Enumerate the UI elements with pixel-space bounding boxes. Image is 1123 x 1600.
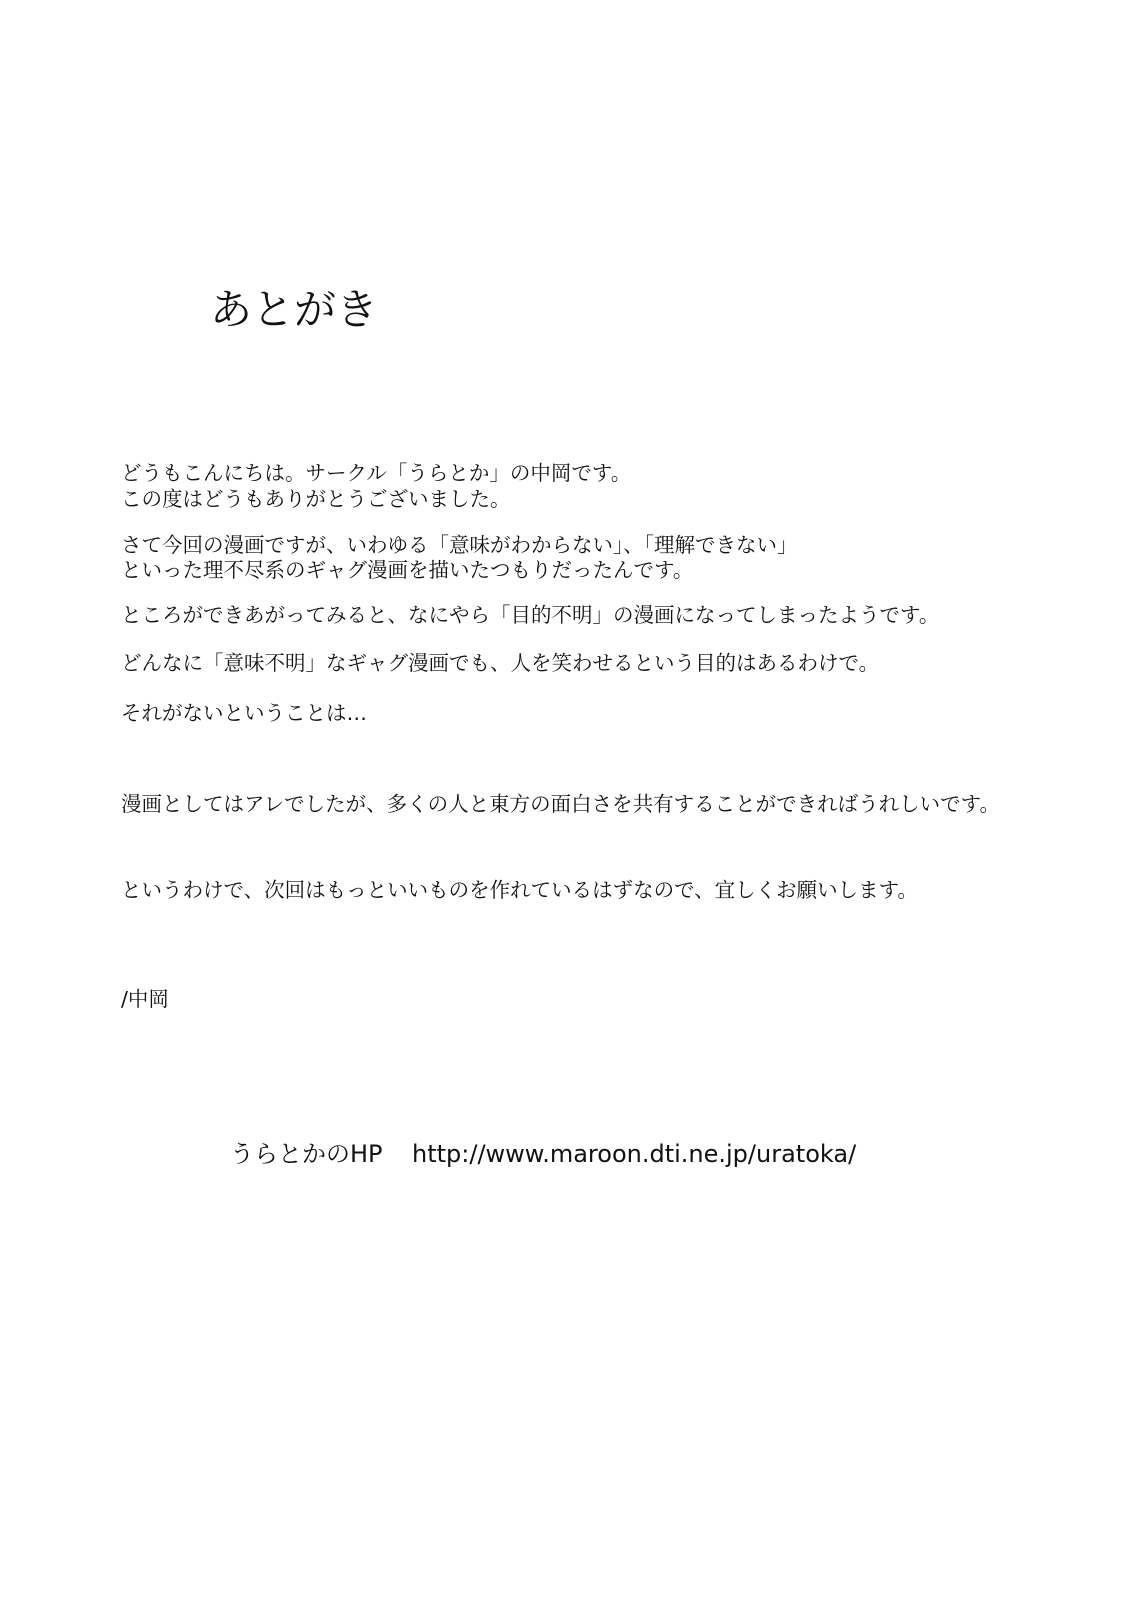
- result-line: ところができあがってみると、なにやら「目的不明」の漫画になってしまったようです。: [121, 603, 940, 627]
- signature: /中岡: [121, 987, 169, 1011]
- share-line: 漫画としてはアレでしたが、多くの人と東方の面白さを共有することができればうれしいです。: [121, 792, 1001, 816]
- intent-line-1: さて今回の漫画ですが、いわゆる「意味がわからない」、「理解できない」: [121, 533, 798, 557]
- intent-line-2: といった理不尽系のギャグ漫画を描いたつもりだったんです。: [121, 558, 694, 582]
- homepage-label: うらとかのHP: [230, 1140, 383, 1168]
- ellipsis-line: それがないということは…: [121, 701, 367, 725]
- homepage-url: http://www.maroon.dti.ne.jp/uratoka/: [412, 1140, 857, 1168]
- page-title: あとがき: [210, 285, 379, 334]
- closing-line: というわけで、次回はもっといいものを作れているはずなので、宜しくお願いします。: [121, 878, 919, 902]
- greeting-line: どうもこんにちは。サークル「うらとか」の中岡です。: [121, 461, 632, 485]
- purpose-line: どんなに「意味不明」なギャグ漫画でも、人を笑わせるという目的はあるわけで。: [121, 651, 880, 675]
- thanks-line: この度はどうもありがとうございました。: [121, 487, 511, 511]
